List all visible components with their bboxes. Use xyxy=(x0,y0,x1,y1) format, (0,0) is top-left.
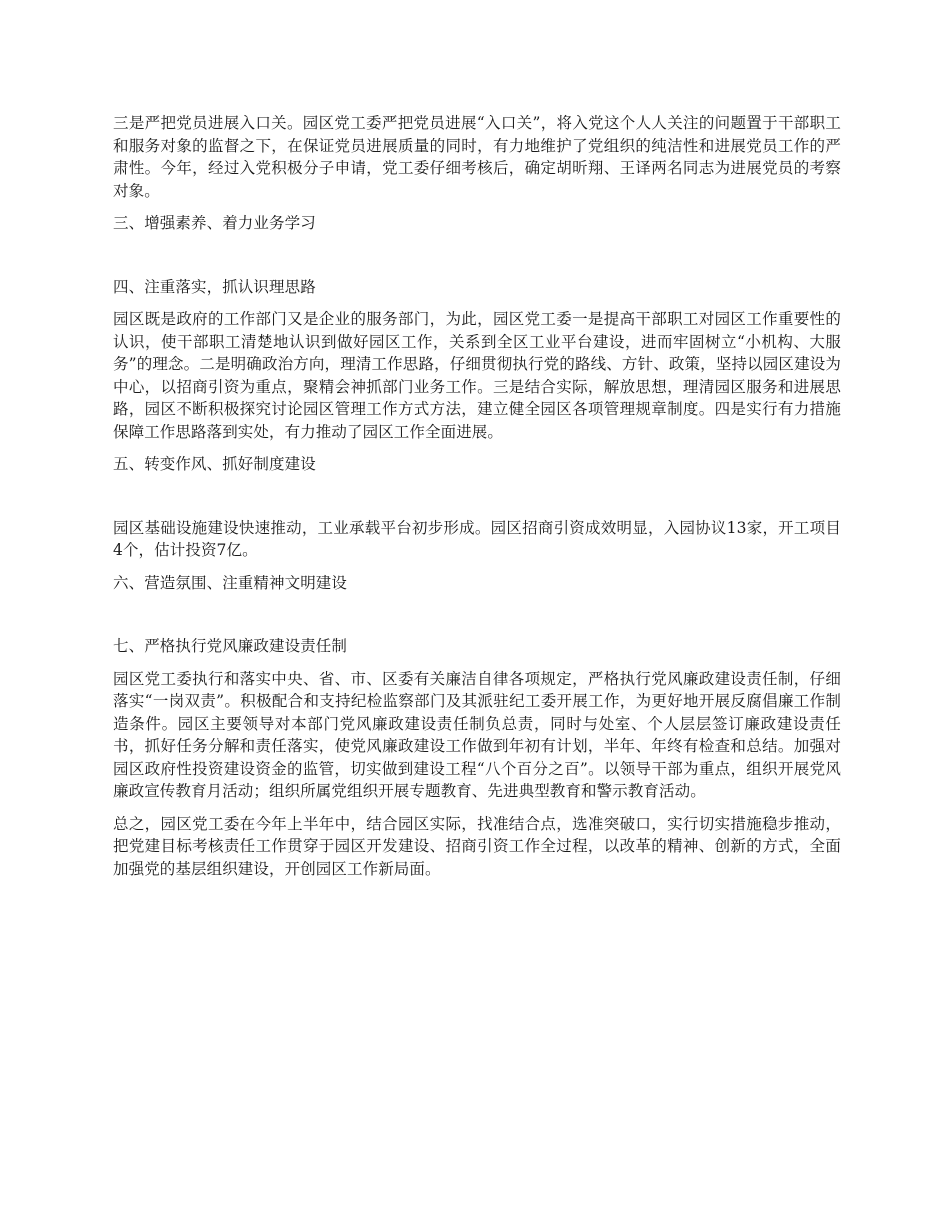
heading-section-7: 七、严格执行党风廉政建设责任制 xyxy=(113,637,348,655)
document-body xyxy=(113,112,841,880)
paragraph-anti-corruption: 园区党工委执行和落实中央、省、市、区委有关廉洁自律各项规定，严格执行党风廉政建设责任制，仔细落实“一岗双责”。积极配合和支持纪检监察部门及其派驻纪工委开展工作，为更好地开展反腐倡廉工作制造条件。园区主要领导对本部门党风廉政建设责任制负总责，同时与处室、个人层层签订廉政建设责任书，抓好任务分解和责任落实，使党风廉政建设工作做到年初有计划，半年、年终有检查和总结。加强对园区政府性投资建设资金的监管，切实做到建设工程“八个百分之百”。以领导干部为重点，组织开展党风廉政宣传教育月活动；组织所属党组织开展专题教育、先进典型教育和警示教育活动。 xyxy=(113,669,841,800)
paragraph-party-member-entry: 三是严把党员进展入口关。园区党工委严把党员进展“入口关”，将入党这个人人关注的问题置于干部职工和服务对象的监督之下，在保证党员进展质量的同时，有力地维护了党组织的纯洁性和进展党员工作的严肃性。今年，经过入党积极分子申请，党工委仔细考核后，确定胡昕翔、王译两名同志为进展党员的考察对象。 xyxy=(113,114,841,200)
heading-section-3: 三、增强素养、着力业务学习 xyxy=(113,214,316,232)
paragraph-summary: 总之，园区党工委在今年上半年中，结合园区实际，找准结合点，选准突破口，实行切实措施稳步推动，把党建目标考核责任工作贯穿于园区开发建设、招商引资工作全过程，以改革的精神、创新的方式，全面加强党的基层组织建设，开创园区工作新局面。 xyxy=(113,814,841,878)
heading-section-4: 四、注重落实，抓认识理思路 xyxy=(113,277,316,296)
paragraph-infrastructure: 园区基础设施建设快速推动，工业承载平台初步形成。园区招商引资成效明显，入园协议13家，开工项目4个，估计投资7亿。 xyxy=(113,518,841,559)
heading-section-5: 五、转变作风、抓好制度建设 xyxy=(113,455,316,473)
paragraph-park-work-ideas: 园区既是政府的工作部门又是企业的服务部门，为此，园区党工委一是提高干部职工对园区工作重要性的认识，使干部职工清楚地认识到做好园区工作，关系到全区工业平台建设，进而牢固树立“小机构、大服务”的理念。二是明确政治方向，理清工作思路，仔细贯彻执行党的路线、方针、政策，坚持以园区建设为中心，以招商引资为重点，聚精会神抓部门业务工作。三是结合实际，解放思想，理清园区服务和进展思路，园区不断积极探究讨论园区管理工作方式方法，建立健全园区各项管理规章制度。四是实行有力措施保障工作思路落到实处，有力推动了园区工作全面进展。 xyxy=(113,310,841,441)
heading-section-6: 六、营造氛围、注重精神文明建设 xyxy=(113,573,348,592)
